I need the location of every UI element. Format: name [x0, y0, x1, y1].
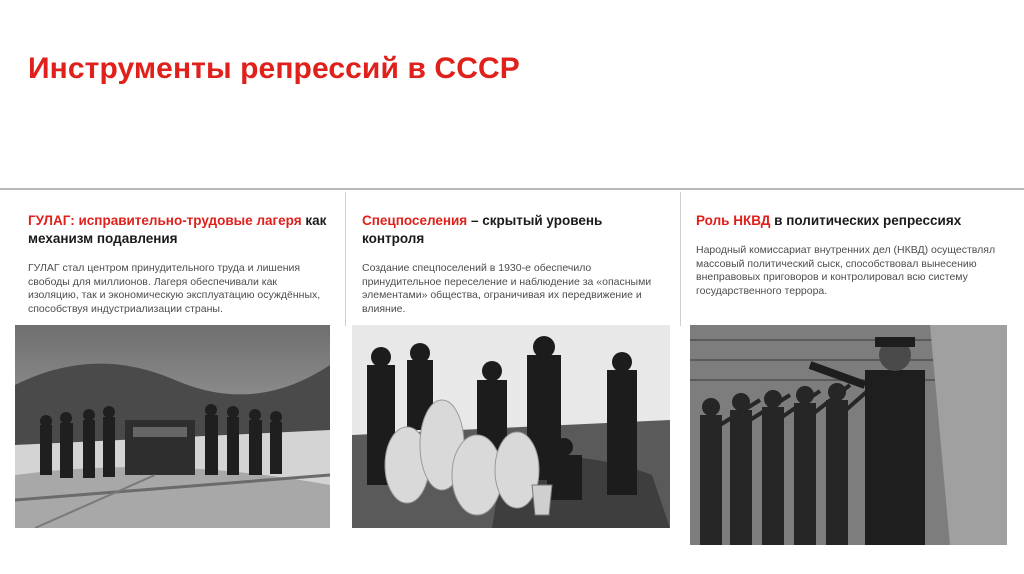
column-heading [362, 212, 662, 248]
heading-rest: в политических репрессиях [770, 213, 962, 228]
column-nkvd [696, 212, 1006, 298]
column-body: ГУЛАГ стал центром принудительного труда и лишения свободы для миллионов. Лагеря обеспечивали как изоляцию, так и экономическую эксплуатацию осуждённых, способствуя индустриализации страны. [28, 262, 321, 315]
column-gulag [28, 212, 328, 316]
heading-accent: Спецпоселения [362, 213, 468, 228]
heading-rest: – скрытый уровень контроля [362, 213, 603, 246]
column-separator-1 [345, 192, 346, 326]
column-heading [696, 212, 1006, 230]
slide-title: Инструменты репрессий в СССР [28, 52, 520, 85]
column-special-settlements [362, 212, 662, 316]
column-heading [28, 212, 328, 248]
column-separator-2 [680, 192, 681, 326]
column-body: Народный комиссариат внутренних дел (НКВД) осуществлял массовый политический сыск, способствовал вынесению внеправовых приговоров и контролировал всю систему государственного террора. [696, 244, 996, 297]
header-divider [0, 188, 1024, 190]
special-settlement-photo [352, 325, 670, 528]
nkvd-photo [690, 325, 1007, 545]
heading-accent: ГУЛАГ: исправительно-трудовые лагеря [28, 213, 302, 228]
column-body: Создание спецпоселений в 1930-е обеспечило принудительное переселение и наблюдение за «опасными элементами» общества, ограничивая их передвижение и влияние. [362, 262, 652, 315]
gulag-photo [15, 325, 330, 528]
heading-accent: Роль НКВД [696, 213, 771, 228]
heading-rest: как механизм подавления [28, 213, 327, 246]
